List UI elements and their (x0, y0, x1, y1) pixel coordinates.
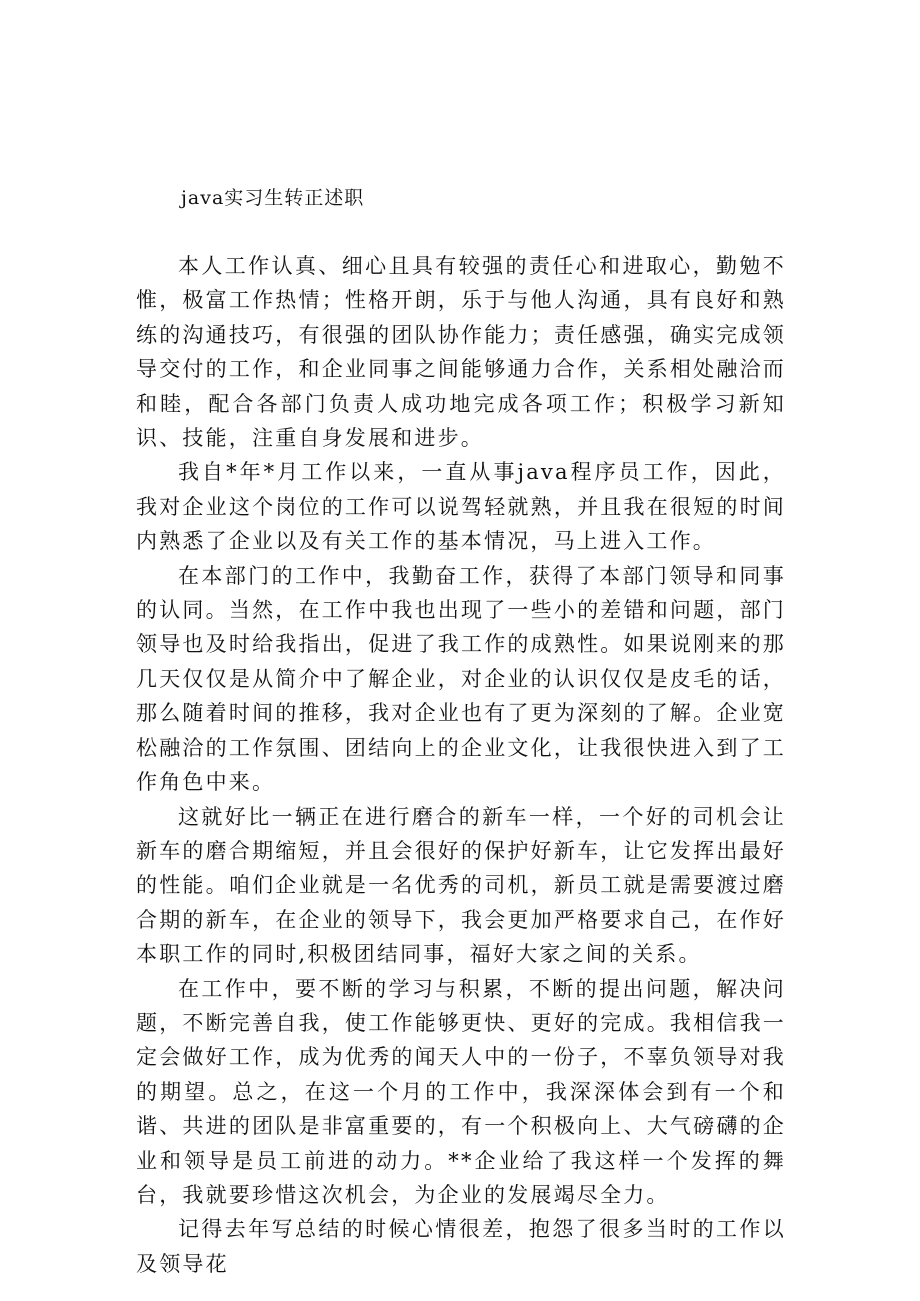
paragraph-5: 在工作中，要不断的学习与积累，不断的提出问题，解决问题，不断完善自我，使工作能够更快、更好的完成。我相信我一定会做好工作，成为优秀的闻天人中的一份子，不辜负领导对我的期望。总之，在这一个月的工作中，我深深体会到有一个和谐、共进的团队是非富重要的，有一个积极向上、大气磅礴的企业和领导是员工前进的动力。**企业给了我这样一个发挥的舞台，我就要珍惜这次机会，为企业的发展竭尽全力。 (136, 976, 786, 1207)
paragraph-2: 我自*年*月工作以来，一直从事java程序员工作，因此，我对企业这个岗位的工作可以说驾轻就熟，并且我在很短的时间内熟悉了企业以及有关工作的基本情况，马上进入工作。 (136, 460, 786, 554)
paragraph-4: 这就好比一辆正在进行磨合的新车一样，一个好的司机会让新车的磨合期缩短，并且会很好的保护好新车，让它发挥出最好的性能。咱们企业就是一名优秀的司机，新员工就是需要渡过磨合期的新车，在企业的领导下，我会更加严格要求自己，在作好本职工作的同时,积极团结同事，福好大家之间的关系。 (136, 804, 786, 967)
document-body (136, 249, 786, 1281)
paragraph-6: 记得去年写总结的时候心情很差，抱怨了很多当时的工作以及领导花 (136, 1217, 786, 1276)
paragraph-3: 在本部门的工作中，我勤奋工作，获得了本部门领导和同事的认同。当然，在工作中我也出现了一些小的差错和问题，部门领导也及时给我指出，促进了我工作的成熟性。如果说刚来的那几天仅仅是从简介中了解企业，对企业的认识仅仅是皮毛的话，那么随着时间的推移，我对企业也有了更为深刻的了解。企业宽松融洽的工作氛围、团结向上的企业文化，让我很快进入到了工作角色中来。 (136, 563, 786, 795)
paragraph-1: 本人工作认真、细心且具有较强的责任心和进取心，勤勉不惟，极富工作热情；性格开朗，乐于与他人沟通，具有良好和熟练的沟通技巧，有很强的团队协作能力；责任感强，确实完成领导交付的工作，和企业同事之间能够通力合作，关系相处融洽而和睦，配合各部门负责人成功地完成各项工作；积极学习新知识、技能，注重自身发展和进步。 (136, 254, 786, 451)
document-title: java实习生转正述职 (181, 187, 365, 209)
